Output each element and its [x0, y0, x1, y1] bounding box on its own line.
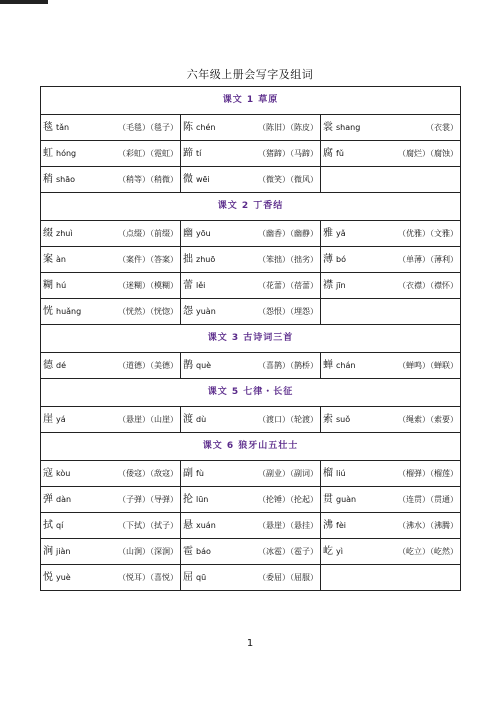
vocab-pinyin: yì	[336, 546, 343, 556]
vocab-character: 弹	[43, 493, 53, 505]
page-title: 六年级上册会写字及组词	[186, 68, 314, 81]
vocab-words: （蝉鸣）（蝉联）	[398, 360, 459, 370]
vocab-pinyin: shang	[336, 122, 361, 132]
vocab-character: 稍	[43, 173, 53, 185]
vocab-words: （笨拙）（拙劣）	[258, 254, 318, 264]
vocab-character: 薄	[323, 253, 333, 265]
vocab-cell	[41, 141, 181, 167]
vocab-words: （连贯）（贯通）	[398, 494, 459, 504]
vocab-cell	[321, 115, 461, 141]
vocab-pinyin: què	[196, 360, 212, 370]
vocab-table	[40, 86, 461, 591]
vocab-words: （幽香）（幽静）	[258, 228, 318, 238]
vocab-pinyin: bó	[336, 254, 346, 264]
vocab-cell	[181, 565, 321, 591]
vocab-character: 沸	[323, 519, 333, 531]
vocab-words: （喜鹊）（鹊桥）	[258, 360, 318, 370]
vocab-words: （渡口）（轮渡）	[258, 414, 318, 424]
vocab-cell	[181, 167, 321, 193]
vocab-cell	[41, 461, 181, 487]
vocab-words: （恍然）（恍惚）	[118, 306, 178, 316]
vocab-cell	[181, 513, 321, 539]
vocab-pinyin: jīn	[336, 280, 346, 290]
table-row	[41, 221, 461, 247]
table-row	[41, 539, 461, 565]
vocab-character: 毯	[43, 121, 53, 133]
vocab-words: （委屈）（屈服）	[258, 572, 318, 582]
vocab-words: （点缀）（前缀）	[118, 228, 178, 238]
vocab-pinyin: hú	[56, 280, 67, 290]
vocab-pinyin: huǎng	[56, 306, 82, 316]
vocab-words: （抡锤）（抡起）	[258, 494, 318, 504]
vocab-character: 蹄	[183, 147, 193, 159]
table-row	[41, 141, 461, 167]
vocab-cell	[321, 539, 461, 565]
vocab-pinyin: dé	[56, 360, 66, 370]
vocab-character: 缀	[43, 227, 53, 239]
vocab-words: （衣裳）	[426, 122, 459, 132]
vocab-character: 陈	[183, 121, 193, 133]
vocab-character: 蝉	[323, 359, 333, 371]
vocab-character: 副	[183, 467, 193, 479]
vocab-pinyin: chán	[336, 360, 356, 370]
table-row	[41, 407, 461, 433]
vocab-cell	[321, 167, 461, 193]
vocab-words: （冰雹）（雹子）	[258, 546, 318, 556]
vocab-words: （屹立）（屹然）	[398, 546, 459, 556]
vocab-pinyin: yuàn	[196, 306, 216, 316]
vocab-character: 悬	[183, 519, 193, 531]
vocab-cell	[41, 273, 181, 299]
vocab-pinyin: fèi	[336, 520, 346, 530]
corner-mark	[0, 0, 48, 4]
vocab-pinyin: lěi	[196, 280, 206, 290]
vocab-words: （陈旧）（陈皮）	[258, 122, 318, 132]
vocab-pinyin: zhuì	[56, 228, 73, 238]
vocab-words: （悬崖）（悬挂）	[258, 520, 318, 530]
vocab-pinyin: dàn	[56, 494, 72, 504]
vocab-words: （怨恨）（埋怨）	[258, 306, 318, 316]
vocab-pinyin: chén	[196, 122, 216, 132]
vocab-words: （悬崖）（山崖）	[118, 414, 178, 424]
vocab-cell	[41, 407, 181, 433]
vocab-character: 案	[43, 253, 53, 265]
page-number: 1	[246, 638, 254, 649]
vocab-cell	[321, 407, 461, 433]
vocab-words: （道德）（美德）	[118, 360, 178, 370]
vocab-pinyin: wēi	[196, 174, 210, 184]
vocab-cell	[41, 565, 181, 591]
section-header: 课文 6 狼牙山五壮士	[41, 433, 461, 461]
vocab-cell	[321, 487, 461, 513]
vocab-pinyin: lūn	[196, 494, 209, 504]
vocab-character: 拙	[183, 253, 193, 265]
table-row	[41, 565, 461, 591]
section-header-row	[41, 433, 461, 461]
vocab-cell	[321, 221, 461, 247]
vocab-cell	[181, 487, 321, 513]
section-header: 课文 3 古诗词三首	[41, 325, 461, 353]
vocab-character: 襟	[323, 279, 333, 291]
vocab-cell	[41, 115, 181, 141]
table-row	[41, 461, 461, 487]
table-row	[41, 273, 461, 299]
vocab-cell	[321, 513, 461, 539]
vocab-words: （优雅）（文雅）	[398, 228, 459, 238]
vocab-character: 寇	[43, 467, 53, 479]
vocab-pinyin: dù	[196, 414, 207, 424]
section-header: 课文 2 丁香结	[41, 193, 461, 221]
vocab-pinyin: tǎn	[56, 122, 70, 132]
vocab-pinyin: àn	[56, 254, 66, 264]
vocab-character: 贯	[323, 493, 333, 505]
vocab-character: 怨	[183, 305, 193, 317]
vocab-words: （衣襟）（襟怀）	[398, 280, 459, 290]
vocab-pinyin: qū	[196, 572, 207, 582]
vocab-words: （子弹）（导弹）	[118, 494, 178, 504]
vocab-character: 雅	[323, 227, 333, 239]
table-row	[41, 353, 461, 379]
vocab-character: 屹	[323, 545, 333, 557]
vocab-character: 涧	[43, 545, 53, 557]
table-row	[41, 299, 461, 325]
vocab-character: 屈	[183, 571, 193, 583]
table-row	[41, 247, 461, 273]
vocab-character: 微	[183, 173, 193, 185]
vocab-words: （倭寇）（敌寇）	[118, 468, 178, 478]
vocab-cell	[41, 221, 181, 247]
vocab-words: （山涧）（深涧）	[118, 546, 178, 556]
vocab-cell	[181, 273, 321, 299]
vocab-character: 崖	[43, 413, 53, 425]
table-row	[41, 115, 461, 141]
vocab-words: （悦耳）（喜悦）	[118, 572, 178, 582]
vocab-pinyin: yá	[56, 414, 66, 424]
vocab-cell	[321, 141, 461, 167]
vocab-words: （彩虹）（霓虹）	[118, 148, 178, 158]
vocab-cell	[41, 539, 181, 565]
vocab-character: 索	[323, 413, 333, 425]
vocab-pinyin: báo	[196, 546, 211, 556]
vocab-character: 恍	[43, 305, 53, 317]
vocab-cell	[181, 115, 321, 141]
vocab-cell	[321, 299, 461, 325]
vocab-character: 腐	[323, 147, 333, 159]
vocab-cell	[181, 407, 321, 433]
vocab-words: （迷糊）（模糊）	[118, 280, 178, 290]
table-row	[41, 513, 461, 539]
vocab-character: 蕾	[183, 279, 193, 291]
vocab-pinyin: yōu	[196, 228, 211, 238]
vocab-character: 裳	[323, 121, 333, 133]
vocab-pinyin: yǎ	[336, 228, 346, 238]
table-row	[41, 167, 461, 193]
vocab-character: 幽	[183, 227, 193, 239]
vocab-cell	[41, 513, 181, 539]
vocab-words: （绳索）（索要）	[398, 414, 459, 424]
section-header-row	[41, 193, 461, 221]
vocab-character: 德	[43, 359, 53, 371]
vocab-cell	[41, 299, 181, 325]
vocab-pinyin: yuè	[56, 572, 71, 582]
vocab-pinyin: qí	[56, 520, 64, 530]
vocab-pinyin: suǒ	[336, 414, 351, 424]
vocab-cell	[41, 247, 181, 273]
vocab-character: 悦	[43, 571, 53, 583]
vocab-cell	[321, 353, 461, 379]
vocab-cell	[321, 273, 461, 299]
vocab-character: 糊	[43, 279, 53, 291]
vocab-character: 榴	[323, 467, 333, 479]
vocab-words: （腐烂）（腐蚀）	[398, 148, 459, 158]
vocab-pinyin: xuán	[196, 520, 216, 530]
vocab-pinyin: liú	[336, 468, 346, 478]
vocab-cell	[41, 353, 181, 379]
vocab-cell	[181, 461, 321, 487]
vocab-cell	[181, 247, 321, 273]
section-header: 课文 5 七律・长征	[41, 379, 461, 407]
vocab-cell	[181, 141, 321, 167]
vocab-pinyin: shāo	[56, 174, 76, 184]
vocab-words: （稍等）（稍微）	[118, 174, 178, 184]
vocab-pinyin: fǔ	[336, 148, 344, 158]
section-header-row	[41, 379, 461, 407]
section-header: 课文 1 草原	[41, 87, 461, 115]
table-row	[41, 487, 461, 513]
vocab-pinyin: hóng	[56, 148, 77, 158]
vocab-cell	[181, 353, 321, 379]
vocab-words: （单薄）（薄利）	[398, 254, 459, 264]
vocab-cell	[41, 487, 181, 513]
vocab-words: （毛毯）（毯子）	[118, 122, 178, 132]
vocab-words: （下拭）（拭子）	[118, 520, 178, 530]
vocab-words: （副业）（副词）	[258, 468, 318, 478]
vocab-character: 虹	[43, 147, 53, 159]
vocab-words: （榴弹）（榴莲）	[398, 468, 459, 478]
section-header-row	[41, 87, 461, 115]
vocab-words: （微笑）（微风）	[258, 174, 318, 184]
vocab-character: 雹	[183, 545, 193, 557]
vocab-character: 渡	[183, 413, 193, 425]
vocab-cell	[321, 565, 461, 591]
vocab-cell	[321, 247, 461, 273]
vocab-cell	[321, 461, 461, 487]
vocab-cell	[41, 167, 181, 193]
vocab-words: （沸水）（沸腾）	[398, 520, 459, 530]
vocab-words: （猪蹄）（马蹄）	[258, 148, 318, 158]
vocab-pinyin: kòu	[56, 468, 71, 478]
vocab-words: （花蕾）（蓓蕾）	[258, 280, 318, 290]
vocab-cell	[181, 539, 321, 565]
vocab-character: 抡	[183, 493, 193, 505]
vocab-character: 鹊	[183, 359, 193, 371]
vocab-pinyin: jiàn	[56, 546, 71, 556]
vocab-cell	[181, 221, 321, 247]
vocab-pinyin: guàn	[336, 494, 357, 504]
vocab-pinyin: fù	[196, 468, 204, 478]
vocab-words: （案件）（答案）	[118, 254, 178, 264]
vocab-character: 拭	[43, 519, 53, 531]
vocab-cell	[181, 299, 321, 325]
vocab-pinyin: zhuō	[196, 254, 216, 264]
vocab-pinyin: tí	[196, 148, 202, 158]
section-header-row	[41, 325, 461, 353]
